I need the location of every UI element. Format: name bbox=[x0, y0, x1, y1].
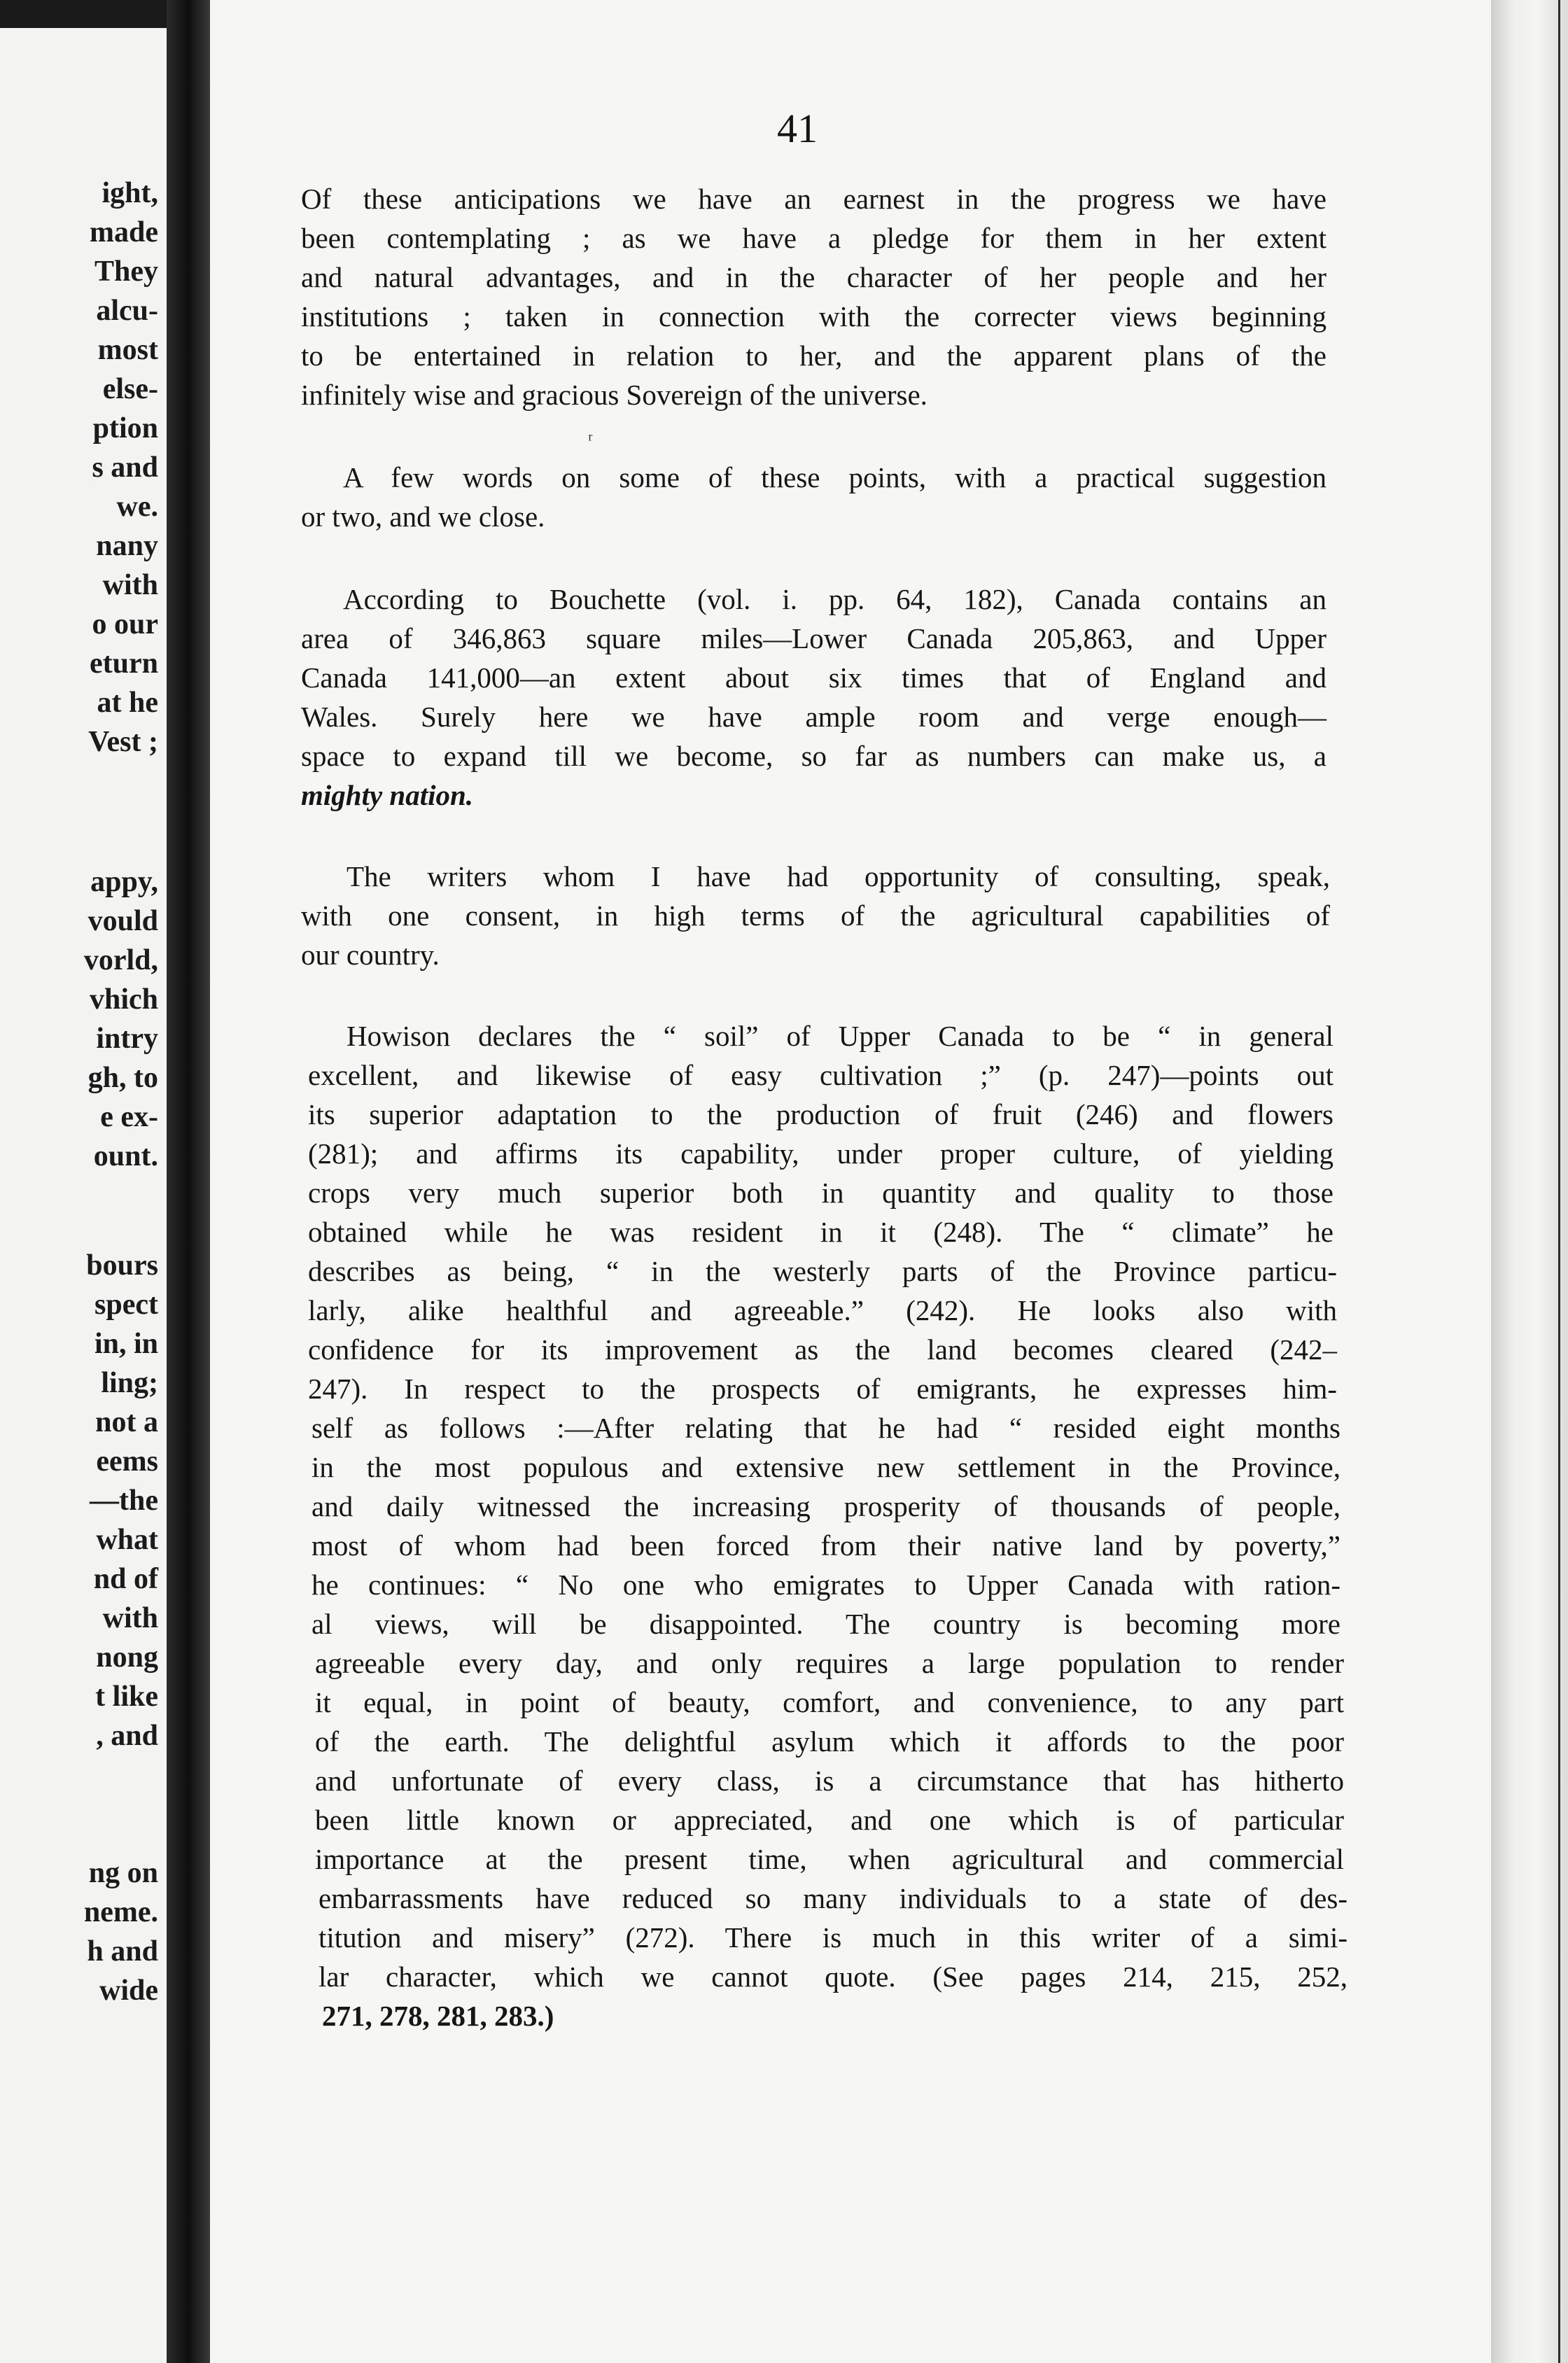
previous-page-line: , and bbox=[96, 1720, 158, 1752]
paragraph-5-line: it equal, in point of beauty, comfort, and convenience, to any part bbox=[315, 1686, 1344, 1718]
paragraph-1-line: infinitely wise and gracious Sovereign of the universe. bbox=[301, 379, 927, 411]
previous-page-line: nong bbox=[96, 1641, 158, 1674]
paragraph-5-line: of the earth. The delightful asylum which it affords to the poor bbox=[315, 1725, 1344, 1758]
previous-page-line: gh, to bbox=[88, 1062, 158, 1094]
previous-page-line: intry bbox=[96, 1023, 158, 1055]
paragraph-1-line: been contemplating ; as we have a pledge for them in her extent bbox=[301, 222, 1326, 254]
book-gutter bbox=[167, 0, 210, 2363]
paragraph-1-line: Of these anticipations we have an earnest in the progress we have bbox=[301, 183, 1326, 215]
paragraph-5-line: excellent, and likewise of easy cultivation ;” (p. 247)—points out bbox=[308, 1059, 1334, 1091]
previous-page-line: spect bbox=[94, 1289, 158, 1321]
previous-page-line: made bbox=[90, 216, 158, 248]
paragraph-5-line: titution and misery” (272). There is much in this writer of a simi- bbox=[318, 1921, 1348, 1954]
paragraph-3-line: According to Bouchette (vol. i. pp. 64, 182), Canada contains an bbox=[343, 583, 1326, 615]
previous-page-line: s and bbox=[92, 451, 158, 484]
paragraph-5-line: describes as being, “ in the westerly parts of the Province particu- bbox=[308, 1255, 1337, 1287]
previous-page-line: nany bbox=[96, 530, 158, 562]
previous-page-line: Vest ; bbox=[88, 726, 158, 758]
previous-page-line: vorld, bbox=[83, 944, 158, 976]
paragraph-3-line: area of 346,863 square miles—Lower Canada 205,863, and Upper bbox=[301, 622, 1326, 654]
previous-page-line: wide bbox=[99, 1975, 158, 2007]
paragraph-5-line: (281); and affirms its capability, under proper culture, of yielding bbox=[308, 1137, 1334, 1170]
paragraph-5-line: 271, 278, 281, 283.) bbox=[322, 2000, 554, 2032]
previous-page-line: in, in bbox=[94, 1328, 158, 1360]
previous-page-line: bours bbox=[86, 1249, 158, 1282]
paragraph-5-line: al views, will be disappointed. The country is becoming more bbox=[312, 1608, 1340, 1640]
paragraph-5-line: self as follows :—After relating that he had “ resided eight months bbox=[312, 1412, 1340, 1444]
paragraph-3-line: mighty nation. bbox=[301, 779, 474, 811]
previous-page-line: ption bbox=[92, 412, 158, 444]
paragraph-4-line: with one consent, in high terms of the agricultural capabilities of bbox=[301, 899, 1330, 932]
previous-page-line: t like bbox=[95, 1681, 158, 1713]
paragraph-5-line: been little known or appreciated, and one which is of particular bbox=[315, 1804, 1344, 1836]
paragraph-3-line: Canada 141,000—an extent about six times that of England and bbox=[301, 661, 1326, 694]
paragraph-5-line: Howison declares the “ soil” of Upper Canada to be “ in general bbox=[346, 1020, 1334, 1052]
previous-page-line: what bbox=[96, 1524, 158, 1556]
previous-page-line: ling; bbox=[101, 1367, 158, 1399]
previous-page-line: else- bbox=[102, 373, 158, 405]
paragraph-2-line: A few words on some of these points, with a practical suggestion bbox=[343, 461, 1326, 493]
previous-page-line: ight, bbox=[102, 177, 158, 209]
paragraph-3-line: space to expand till we become, so far as numbers can make us, a bbox=[301, 740, 1326, 772]
previous-page-line: neme. bbox=[83, 1896, 158, 1928]
paragraph-5-line: its superior adaptation to the production of fruit (246) and flowers bbox=[308, 1098, 1334, 1130]
paragraph-5-line: 247). In respect to the prospects of emigrants, he expresses him- bbox=[308, 1373, 1337, 1405]
paragraph-5-line: embarrassments have reduced so many individuals to a state of des- bbox=[318, 1882, 1348, 1914]
previous-page-line: They bbox=[94, 255, 158, 288]
stray-ink-mark: ʳ bbox=[588, 428, 593, 451]
previous-page-line: appy, bbox=[90, 866, 158, 898]
paragraph-5-line: crops very much superior both in quantity and quality to those bbox=[308, 1177, 1334, 1209]
previous-page-line: eems bbox=[96, 1445, 158, 1478]
previous-page-line: e ex- bbox=[100, 1101, 158, 1133]
paragraph-1-line: institutions ; taken in connection with the correcter views beginning bbox=[301, 300, 1326, 332]
paragraph-1-line: to be entertained in relation to her, and the apparent plans of the bbox=[301, 339, 1326, 372]
paragraph-5-line: importance at the present time, when agricultural and commercial bbox=[315, 1843, 1344, 1875]
previous-page-line: h and bbox=[87, 1935, 158, 1968]
paragraph-5-line: in the most populous and extensive new settlement in the Province, bbox=[312, 1451, 1340, 1483]
page-number: 41 bbox=[777, 106, 818, 151]
previous-page-line: o our bbox=[92, 608, 158, 640]
paragraph-5-line: obtained while he was resident in it (248). The “ climate” he bbox=[308, 1216, 1334, 1248]
page-edge bbox=[1491, 0, 1568, 2363]
paragraph-5-line: larly, alike healthful and agreeable.” (242). He looks also with bbox=[308, 1294, 1337, 1326]
previous-page-fragment bbox=[0, 28, 167, 2363]
paragraph-4-line: The writers whom I have had opportunity of consulting, speak, bbox=[346, 860, 1330, 892]
paragraph-1-line: and natural advantages, and in the character of her people and her bbox=[301, 261, 1326, 293]
paragraph-5-line: agreeable every day, and only requires a large population to render bbox=[315, 1647, 1344, 1679]
previous-page-line: with bbox=[102, 1602, 158, 1634]
paragraph-5-line: most of whom had been forced from their native land by poverty,” bbox=[312, 1529, 1340, 1562]
previous-page-line: ng on bbox=[88, 1857, 158, 1889]
previous-page-line: alcu- bbox=[96, 295, 158, 327]
previous-page-line: vould bbox=[88, 905, 158, 937]
previous-page-line: we. bbox=[116, 491, 158, 523]
paragraph-5-line: confidence for its improvement as the land becomes cleared (242– bbox=[308, 1333, 1337, 1366]
paragraph-5-line: and unfortunate of every class, is a circumstance that has hitherto bbox=[315, 1765, 1344, 1797]
previous-page-line: eturn bbox=[90, 647, 158, 680]
previous-page-line: not a bbox=[95, 1406, 158, 1438]
paragraph-5-line: he continues: “ No one who emigrates to Upper Canada with ration- bbox=[312, 1569, 1340, 1601]
paragraph-5-line: and daily witnessed the increasing prosperity of thousands of people, bbox=[312, 1490, 1340, 1522]
paragraph-2-line: or two, and we close. bbox=[301, 500, 545, 533]
previous-page-line: at he bbox=[97, 687, 158, 719]
paragraph-5-line: lar character, which we cannot quote. (See pages 214, 215, 252, bbox=[318, 1961, 1348, 1993]
paragraph-4-line: our country. bbox=[301, 939, 440, 971]
previous-page-line: most bbox=[97, 334, 158, 366]
previous-page-line: with bbox=[102, 569, 158, 601]
previous-page-line: nd of bbox=[93, 1563, 158, 1595]
paragraph-3-line: Wales. Surely here we have ample room and verge enough— bbox=[301, 701, 1326, 733]
previous-page-line: vhich bbox=[89, 983, 158, 1016]
previous-page-line: ount. bbox=[93, 1140, 158, 1172]
previous-page-line: —the bbox=[90, 1485, 158, 1517]
